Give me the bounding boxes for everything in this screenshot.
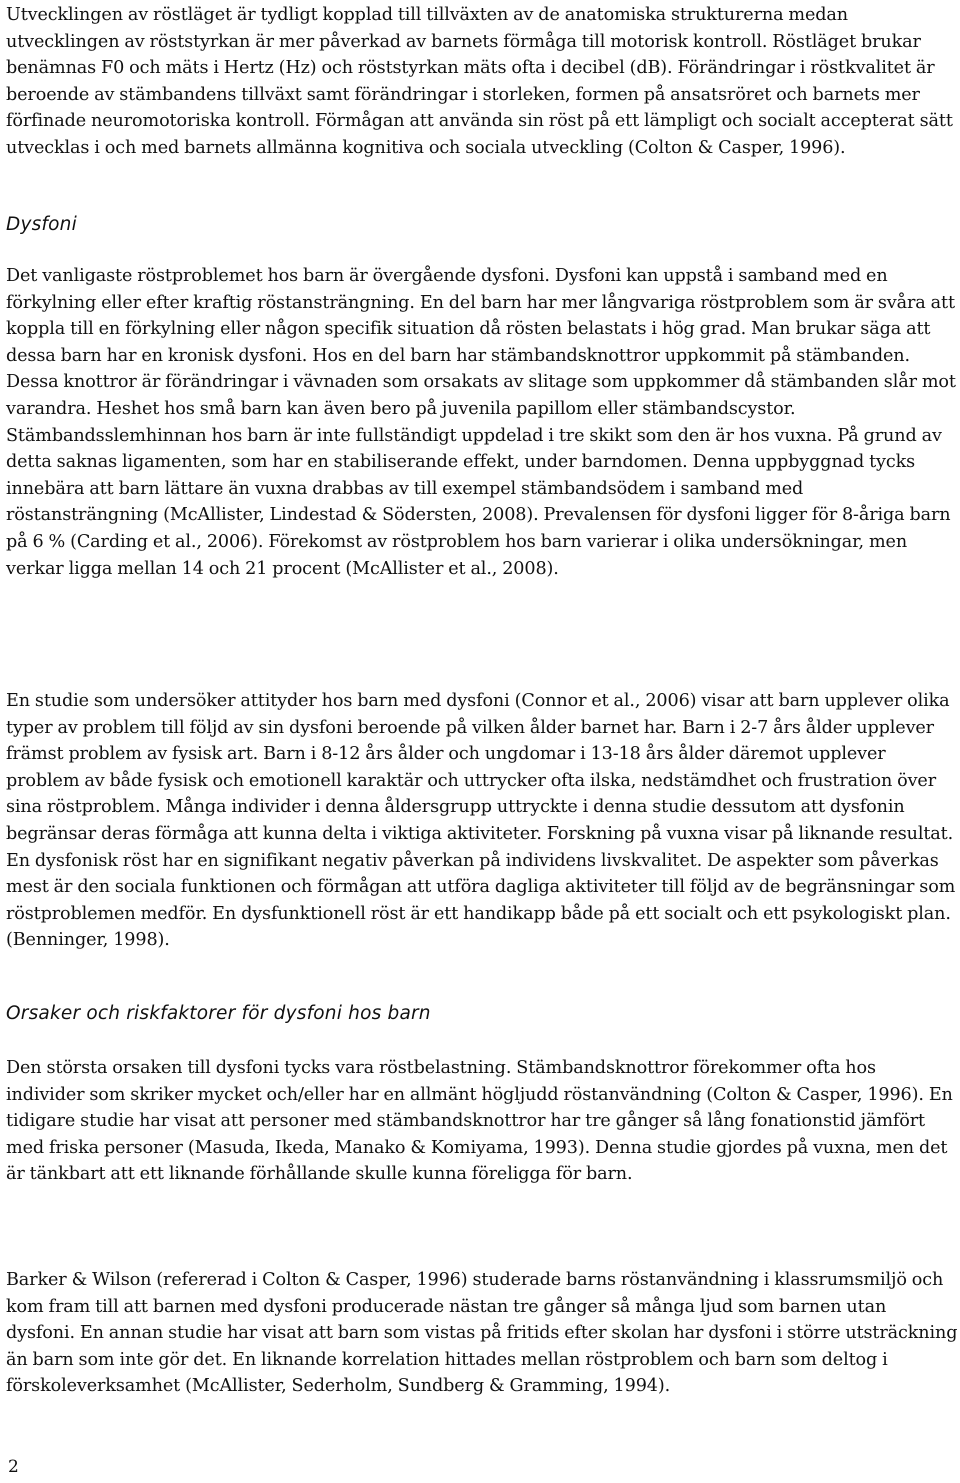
paragraph-voice-development: Utvecklingen av röstläget är tydligt kopplad till tillväxten av de anatomiska strukturerna medan utvecklingen av röststyrkan är mer påverkad av barnets förmåga till motorisk kontroll. Röstläget brukar benämnas F0 och mäts i Hertz (Hz) och röststyrkan mäts ofta i decibel (dB). Förändringar i röstkvalitet är beroende av stämbandens tillväxt samt förändringar i storleken, formen på ansatsröret och barnets mer förfinade neuromotoriska kontroll. Förmågan att använda sin röst på ett lämpligt och socialt accepterat sätt utvecklas i och med barnets allmänna kognitiva och sociala utveckling (Colton & Casper, 1996).: [6, 5, 953, 158]
paragraph-attitudes-study: En studie som undersöker attityder hos barn med dysfoni (Connor et al., 2006) visar att barn upplever olika typer av problem till följd av sin dysfoni beroende på vilken ålder barnet har. Barn i 2-7 års ålder upplever främst problem av fysisk art. Barn i 8-12 års ålder och ungdomar i 13-18 års ålder däremot upplever problem av både fysisk och emotionell karaktär och uttrycker ofta ilska, nedstämdhet och frustration över sina röstproblem. Många individer i denna åldersgrupp uttryckte i denna studie dessutom att dysfonin begränsar deras förmåga att kunna delta i viktiga aktiviteter. Forskning på vuxna visar på liknande resultat. En dysfonisk röst har en signifikant negativ påverkan på individens livskvalitet. De aspekter som påverkas mest är den sociala funktionen och förmågan att utföra dagliga aktiviteter till följd av de begränsningar som röstproblemen medför. En dysfunktionell röst är ett handikapp både på ett socialt och ett psykologiskt plan. (Benninger, 1998).: [6, 691, 956, 951]
heading-dysfoni: Dysfoni: [6, 214, 77, 235]
paragraph-causes: Den största orsaken till dysfoni tycks vara röstbelastning. Stämbandsknottror förekommer ofta hos individer som skriker mycket och/eller har en allmänt högljudd röstanvändning (Colton & Casper, 1996). En tidigare studie har visat att personer med stämbandsknottror har tre gånger så lång fonationstid jämfört med friska personer (Masuda, Ikeda, Manako & Komiyama, 1993). Denna studie gjordes på vuxna, men det är tänkbart att ett liknande förhållande skulle kunna föreligga för barn.: [6, 1058, 953, 1185]
paragraph-classroom-study: Barker & Wilson (refererad i Colton & Casper, 1996) studerade barns röstanvändning i klassrumsmiljö och kom fram till att barnen med dysfoni producerade nästan tre gånger så många ljud som barnen utan dysfoni. En annan studie har visat att barn som vistas på fritids efter skolan har dysfoni i större utsträckning än barn som inte gör det. En liknande korrelation hittades mellan röstproblem och barn som deltog i förskoleverksamhet (McAllister, Sederholm, Sundberg & Gramming, 1994).: [6, 1270, 958, 1397]
heading-causes-risk-factors: Orsaker och riskfaktorer för dysfoni hos barn: [6, 1003, 431, 1024]
page-number: 2: [8, 1457, 19, 1477]
paragraph-dysfoni: Det vanligaste röstproblemet hos barn är övergående dysfoni. Dysfoni kan uppstå i samband med en förkylning eller efter kraftig röstansträngning. En del barn har mer långvariga röstproblem som är svåra att koppla till en förkylning eller någon specifik situation då rösten belastats i hög grad. Man brukar säga att dessa barn har en kronisk dysfoni. Hos en del barn har stämbandsknottror uppkommit på stämbanden. Dessa knottror är förändringar i vävnaden som orsakats av slitage som uppkommer då stämbanden slår mot varandra. Heshet hos små barn kan även bero på juvenila papillom eller stämbandscystor. Stämbandsslemhinnan hos barn är inte fullständigt uppdelad i tre skikt som den är hos vuxna. På grund av detta saknas ligamenten, som har en stabiliserande effekt, under barndomen. Denna uppbyggnad tycks innebära att barn lättare än vuxna drabbas av till exempel stämbandsödem i samband med röstansträngning (McAllister, Lindestad & Södersten, 2008). Prevalensen för dysfoni ligger för 8-åriga barn på 6 % (Carding et al., 2006). Förekomst av röstproblem hos barn varierar i olika undersökningar, men verkar ligga mellan 14 och 21 procent (McAllister et al., 2008).: [6, 266, 956, 579]
